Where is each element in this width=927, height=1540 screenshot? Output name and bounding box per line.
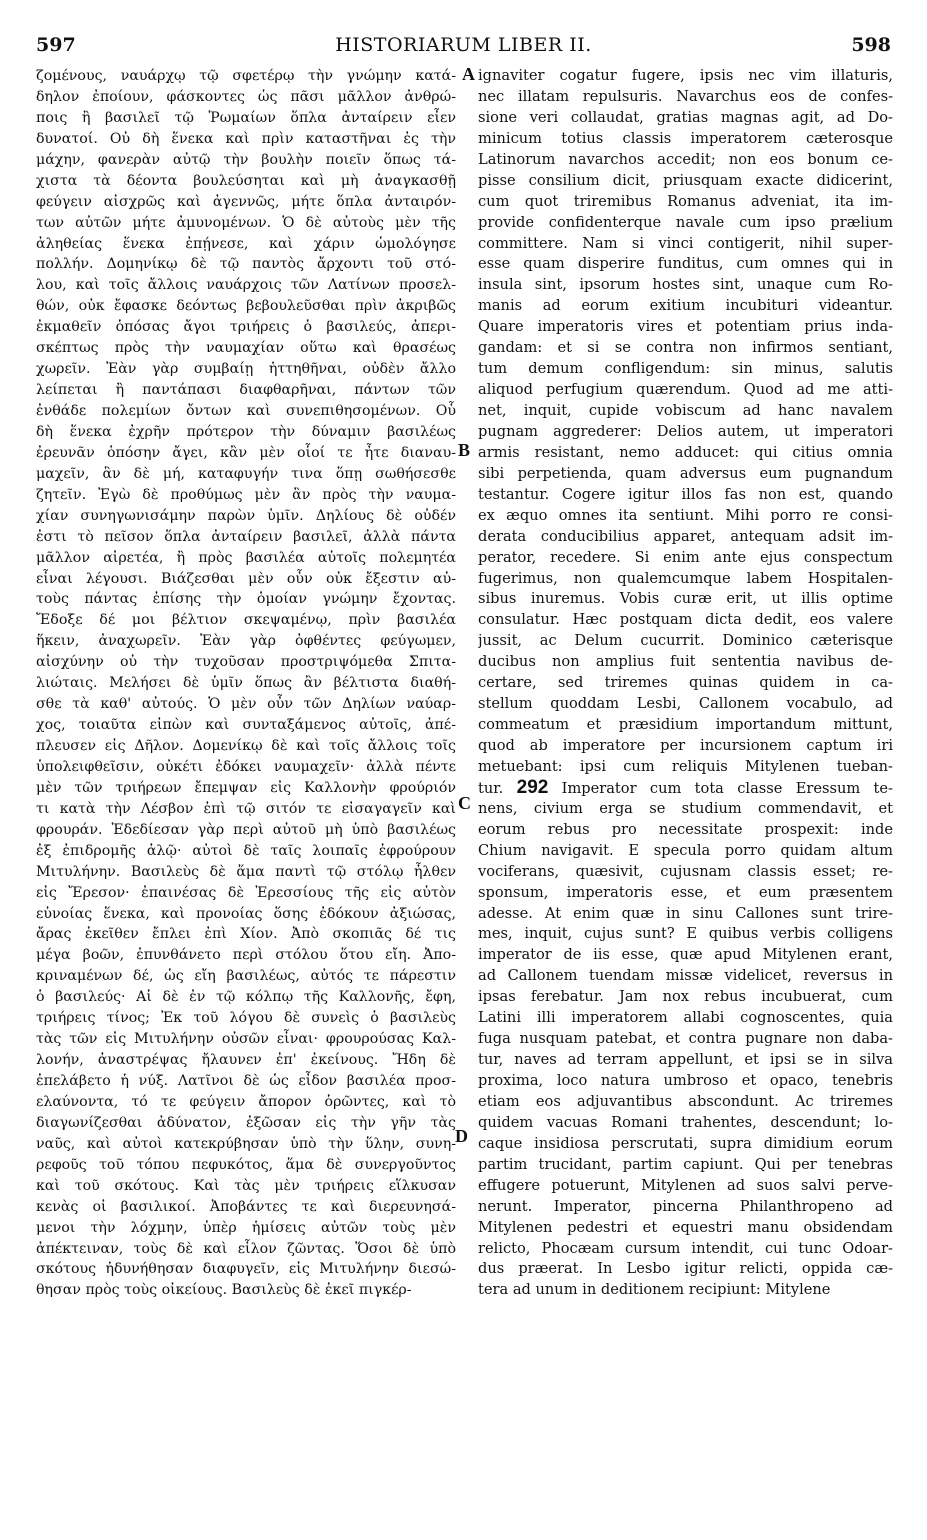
- page-header: [36, 34, 891, 60]
- greek-text-line: ἐστι τὸ πεῖσον ὅπλα ἀνταίρειν βασιλεῖ, ἀλλὰ πάντα: [36, 528, 456, 545]
- latin-text-line: ducibus non amplius fuit sententia navibus de-: [478, 653, 893, 671]
- greek-text-line: εἰς Ἔρεσον· ἐπαινέσας δὲ Ἐρεσσίους τῆς εἰς αὐτὸν: [36, 884, 456, 901]
- latin-text-line: metuebant: ipsi cum reliquis Mitylenen tueban-: [478, 757, 893, 775]
- latin-text-line: fuga nusquam patebat, et contra pugnare non daba-: [478, 1030, 893, 1048]
- latin-text-line: nerunt. Imperator, pincerna Philanthropeno ad: [478, 1197, 893, 1215]
- latin-text-line: Chium navigavit. E specula porro quidam altum: [478, 841, 893, 859]
- latin-text-line: tur, naves ad terram appellunt, et ipsi se in silva: [478, 1051, 893, 1069]
- greek-text-line: ἥκειν, ἀναχωρεῖν. Ἐὰν γὰρ ὀφθέντες φεύγωμεν,: [36, 633, 456, 650]
- greek-text-line: Ἔδοξε δέ μοι βέλτιον σκεψαμένῳ, πρὶν βασιλέα: [36, 612, 456, 629]
- latin-text-line: adesse. At enim quæ in sinu Callones sunt trire-: [478, 904, 893, 922]
- latin-text-line: dus præerat. In Lesbo igitur relicti, oppida cæ-: [478, 1260, 893, 1278]
- greek-text-line: μενοι τὴν λόχμην, ὑπὲρ ἡμίσεις αὐτῶν τοὺς μὲν: [36, 1219, 456, 1236]
- latin-text-line: etiam eos adjuvantibus abscondunt. Ac triremes: [478, 1092, 893, 1110]
- greek-text-line: φρουράν. Ἐδεδίεσαν γὰρ περὶ αὐτοῦ μὴ ὑπὸ βασιλέως: [36, 821, 456, 838]
- latin-text-line: provide confidenterque navale cum ipso prælium: [478, 213, 893, 231]
- latin-text-line: commeatum et præsidium importandum mittunt,: [478, 716, 893, 734]
- latin-text-line: testantur. Cogere igitur illos fas non est, quando: [478, 485, 893, 503]
- greek-text-line: ποις ἢ βασιλεῖ τῷ Ῥωμαίων ὅπλα ἀνταίρειν εἶεν: [36, 109, 456, 126]
- greek-text-line: ἐνθάδε πολεμίων ὄντων καὶ συνεπιθησομένων. Οὗ: [36, 403, 456, 419]
- greek-text-line: καὶ τοῦ σκότους. Καὶ τὰς μὲν τριήρεις εἵλκυσαν: [36, 1177, 456, 1194]
- latin-text-line: ipsas ferebatur. Jam nox rebus incubuerat, cum: [478, 988, 893, 1006]
- greek-text-line: λείπεται ἢ παντάπασι διαφθαρῆναι, πάντων τῶν: [36, 382, 456, 399]
- latin-text-line: pisse consilium dicit, priusquam exacte didicerint,: [478, 171, 893, 189]
- greek-text-line: εὐνοίας ἕνεκα, καὶ προνοίας ὅσης ἐδόκουν ἀξιώσας,: [36, 905, 456, 922]
- latin-text-line: fugerimus, non qualemcumque labem Hospitalen-: [478, 569, 893, 587]
- greek-text-line: ζητεῖν. Ἐγὼ δὲ προθύμως μὲν ἂν πρὸς τὴν ναυμα-: [36, 486, 456, 503]
- latin-text-line: tum demum confligendum: sin minus, salutis: [478, 360, 893, 378]
- latin-text-line: gandam: et si se contra non infirmos sentiant,: [478, 339, 893, 357]
- latin-text-line: quidem vacuas Romani trahentes, descendunt; lo-: [478, 1113, 893, 1131]
- latin-text-line: jussit, ac Delum cucurrit. Dominico cæterisque: [478, 632, 893, 650]
- greek-text-line: ἐρευνᾶν ὁπόσην ἄγει, κἂν μὲν οἷοί τε ἦτε διαναυ-: [36, 444, 456, 461]
- section-marker-c: C: [458, 793, 471, 813]
- greek-text-line: μαχεῖν, ἂν δὲ μή, καταφυγήν τινα ὅπῃ σωθήσεσθε: [36, 465, 456, 482]
- latin-text-line: net, inquit, cupide vobiscum ad hanc navalem: [478, 402, 893, 419]
- greek-text-line: θών, οὐκ ἔφασκε δεόντως βεβουλεῦσθαι πρὶν ἀκριβῶς: [36, 298, 456, 315]
- greek-text-line: ἀληθείας ἕνεκα ἐπῄνεσε, καὶ χάριν ὡμολόγησε: [36, 235, 456, 252]
- greek-text-line: μᾶλλον αἱρετέα, ἢ πρὸς βασιλέα αὐτοῖς πολεμητέα: [36, 549, 456, 566]
- greek-text-line: ελαύνοντα, τό τε φεύγειν ἄπορον ὁρῶντες, καὶ τὸ: [36, 1093, 456, 1110]
- greek-text-line: λιώταις. Μελήσει δὲ ὑμῖν ὅπως ἂν βέλτιστα διαθή-: [36, 675, 456, 692]
- greek-text-line: ζομένους, ναυάρχῳ τῷ σφετέρῳ τὴν γνώμην κατά-: [36, 68, 456, 84]
- latin-text-line: sponsum, imperatoris esse, et eum præsentem: [478, 883, 893, 901]
- greek-text-line: ναῦς, καὶ αὐτοὶ κατεκρύβησαν ὑπὸ τὴν ὕλην, συνη-: [36, 1135, 456, 1152]
- greek-text-line: σκότους ἠδυνήθησαν διαφυγεῖν, εἰς Μιτυλήνην διεσώ-: [36, 1261, 456, 1278]
- greek-text-line: ἐκμαθεῖν ὁπόσας ἄγοι τριήρεις ὁ βασιλεύς, ἀπερι-: [36, 319, 456, 336]
- latin-text-line: effugere potuerunt, Mitylenen ad suos salvi perve-: [478, 1176, 893, 1194]
- latin-text-line: perator, recedere. Si enim ante ejus conspectum: [478, 548, 893, 566]
- greek-text-line: ἄρας ἐκεῖθεν ἔπλει ἐπὶ Χίον. Ἀπὸ σκοπιᾶς δέ τις: [36, 926, 456, 943]
- greek-text-line: δυνατοί. Οὐ δὴ ἕνεκα καὶ πρὶν καταστῆναι ἐς τὴν: [36, 130, 456, 147]
- greek-text-line: φεύγειν αἰσχρῶς καὶ ἀγεννῶς, μήτε ὅπλα ἀνταιρόν-: [36, 193, 456, 210]
- latin-text-line: imperator de iis esse, quæ apud Mitylenen erant,: [478, 946, 893, 964]
- latin-text-line: minicum totius classis imperatorem cæterosque: [478, 129, 893, 147]
- latin-text-line: insula sint, ipsorum hostes sint, unaque cum Ro-: [478, 276, 893, 294]
- greek-text-line: χος, τοιαῦτα εἰπὼν καὶ συνταξάμενος αὐτοῖς, ἀπέ-: [36, 717, 456, 734]
- greek-text-line: των αὐτῶν μήτε ἀμυνομένων. Ὁ δὲ αὐτοὺς μὲν τῆς: [36, 214, 456, 231]
- latin-text-line: armis resistant, nemo adducet: qui citius omnia: [478, 443, 893, 461]
- greek-text-line: χωρεῖν. Ἐὰν γὰρ συμβαίῃ ἡττηθῆναι, οὐδὲν ἄλλο: [36, 361, 456, 378]
- section-marker-b: B: [458, 440, 471, 460]
- latin-text-line: pugnam aggrederer: Delios autem, ut imperatori: [478, 422, 893, 440]
- latin-text-line: quod ab imperatore per incursionem captum iri: [478, 737, 893, 754]
- greek-text-line: κενὰς οἱ βασιλικοί. Ἀποβάντες τε καὶ διερευνησά-: [36, 1198, 456, 1215]
- greek-text-line: κριναμένων δέ, ὡς εἴη βασιλέως, αὐτός τε πάρεστιν: [36, 968, 456, 985]
- greek-text-line: σκέπτως πρὸς τὴν ναυμαχίαν οὕτω καὶ θρασέως: [36, 340, 456, 357]
- page-number-left: 597: [36, 34, 76, 56]
- latin-text-line: Latini illi imperatorem allabi cognoscentes, quia: [478, 1009, 893, 1027]
- greek-text-line: χιστα τὰ δέοντα βουλεύσηται καὶ μὴ ἀναγκασθῇ: [36, 172, 456, 189]
- section-marker-d: D: [455, 1126, 468, 1146]
- latin-text-line: sione veri collaudat, gratias magnas agit, ad Do-: [478, 108, 893, 126]
- latin-text-line: Latinorum navarchos accedit; non eos bonum ce-: [478, 150, 893, 168]
- greek-text-line: πλευσεν εἰς Δῆλον. Δομενίκῳ δὲ καὶ τοῖς ἄλλοις τοῖς: [36, 738, 456, 754]
- latin-text-line: sibi perpetienda, quam adversus eum pugnandum: [478, 464, 893, 482]
- latin-text-line: consulatur. Hæc postquam dicta dedit, eos valere: [478, 611, 893, 629]
- greek-text-column: [36, 66, 456, 1301]
- latin-text-line: ex æquo omnes ita sentiunt. Mihi porro re consi-: [478, 506, 893, 524]
- latin-text-line: nens, civium erga se studium commendavit, et: [478, 799, 893, 817]
- latin-text-line: nec illatam repulsuris. Navarchus eos de confes-: [478, 87, 893, 105]
- greek-text-line: λονήν, ἀναστρέψας ἤλαυνεν ἐπ' ἐκείνους. Ἤδη δὲ: [36, 1052, 456, 1069]
- greek-text-line: δηλον ἐποίουν, φάσκοντες ὡς πᾶσι μᾶλλον ἀνθρώ-: [36, 88, 456, 105]
- greek-text-line: σθε τὰ καθ' αὐτούς. Ὁ μὲν οὖν τῶν Δηλίων ναύαρ-: [36, 696, 456, 713]
- latin-text-line: committere. Nam si vinci contigerit, nihil super-: [478, 234, 893, 252]
- latin-text-line: Quare imperatoris vires et potentiam prius inda-: [478, 318, 893, 336]
- greek-text-line: μὲν τῶν τριήρεων ἔπεμψαν εἰς Καλλονὴν φρούριόν: [36, 779, 456, 796]
- latin-text-line: sibus inuremus. Vobis curæ erit, ut illis optime: [478, 590, 893, 608]
- latin-text-line: certare, sed triremes quinas quidem in ca-: [478, 674, 893, 692]
- greek-text-line: ἐπελάβετο ἡ νύξ. Λατῖνοι δὲ ὡς εἶδον βασιλέα προσ-: [36, 1073, 456, 1089]
- latin-text-line: partim trucidant, partim capiunt. Qui per tenebras: [478, 1155, 893, 1173]
- latin-text-line: cum quot triremibus Romanus adveniat, ita im-: [478, 192, 893, 210]
- greek-text-line: ἐξ ἐπιδρομῆς ἁλῷ· αὐτοὶ δὲ ταῖς λοιπαῖς ἐφρούρουν: [36, 842, 456, 859]
- running-title: HISTORIARUM LIBER II.: [335, 34, 592, 56]
- greek-text-line: ὁ βασιλεύς· Αἱ δὲ ἐν τῷ κόλπῳ τῆς Καλλονῆς, ἔφη,: [36, 989, 456, 1006]
- latin-text-column: [478, 66, 893, 1301]
- latin-text-line: manis ad eorum exitium incubituri videantur.: [478, 297, 893, 315]
- greek-text-line: τὰς τῶν εἰς Μιτυλήνην οὐσῶν εἶναι· φρουρούσας Καλ-: [36, 1031, 456, 1048]
- greek-text-line: ἀπέκτειναν, τοὺς δὲ καὶ εἷλον ζῶντας. Ὅσοι δὲ ὑπὸ: [36, 1240, 456, 1257]
- latin-text-line: Mitylenen pedestri et equestri manu obsidendam: [478, 1218, 893, 1236]
- latin-text-line: mes, inquit, cujus sunt? E quibus verbis colligens: [478, 925, 893, 943]
- greek-text-line: αἰσχύνην οὐ τὴν τυχοῦσαν προστριψόμεθα Σπιτα-: [36, 654, 456, 671]
- greek-text-line: τοὺς πάντας ἐπίσης τὴν ὁμοίαν γνώμην ἔχοντας.: [36, 591, 456, 608]
- latin-text-line: vociferans, quæsivit, cujusnam classis esset; re-: [478, 862, 893, 880]
- greek-text-line: μέγα βοῶν, ἐπυνθάνετο περὶ στόλου ὅτου εἴη. Ἀπο-: [36, 947, 456, 964]
- greek-text-line: λου, καὶ τοῖς ἄλλοις ναυάρχοις τῶν Λατίνων προσελ-: [36, 277, 456, 294]
- latin-text-line: eorum rebus pro necessitate prospexit: inde: [478, 820, 893, 838]
- greek-text-line: εἶναι λέγουσι. Βιάζεσθαι μὲν οὖν οὐκ ἔξεστιν αὐ-: [36, 570, 456, 587]
- latin-text-line: proxima, loco natura umbroso et opaco, tenebris: [478, 1072, 893, 1089]
- greek-text-line: ὑπολειφθεῖσιν, οὐκέτι ἐδόκει ναυμαχεῖν· ἀλλὰ πέντε: [36, 758, 456, 775]
- greek-text-line: πολλήν. Δομηνίκῳ δὲ τῷ παντὸς ἄρχοντι τοῦ στό-: [36, 256, 456, 273]
- greek-text-line: ρεφοῦς τοῦ τόπου πεφυκότος, ἅμα δὲ συνεργοῦντος: [36, 1156, 456, 1173]
- latin-text-line: esse quam disperire funditus, cum omnes qui in: [478, 255, 893, 273]
- latin-text-line: derata conducibilius apparet, antequam adsit im-: [478, 527, 893, 545]
- latin-text-line: aliquod perfugium quærendum. Quod ad me atti-: [478, 381, 893, 399]
- greek-text-line: τι κατὰ τὴν Λέσβον ἐπὶ τῷ σιτόν τε εἰσαγαγεῖν καὶ: [36, 800, 456, 817]
- greek-text-line: διαγωνίζεσθαι ἀδύνατον, ἐξῶσαν εἰς τὴν γῆν τὰς: [36, 1114, 456, 1131]
- latin-text-line: tera ad unum in deditionem recipiunt: Mitylene: [478, 1281, 831, 1299]
- chapter-number: 292: [516, 777, 549, 798]
- greek-text-line: δὴ ἕνεκα ἐχρῆν πρότερον τὴν δύναμιν βασιλέως: [36, 423, 456, 440]
- greek-text-line: χίαν συνηγωνισάμην παρὼν ὑμῖν. Δηλίους δὲ οὐδέν: [36, 507, 456, 524]
- greek-text-line: θησαν πρὸς τοὺς οἰκείους. Βασιλεὺς δὲ ἐκεῖ πιγκέρ-: [36, 1282, 412, 1299]
- page-number-right: 598: [851, 34, 891, 56]
- latin-text-line: caque insidiosa perscrutati, supra dimidium eorum: [478, 1134, 893, 1152]
- latin-text-line: ad Callonem tuendam missæ videlicet, reversus in: [478, 967, 893, 985]
- latin-text-line: stellum quoddam Lesbi, Callonem vocabulo, ad: [478, 695, 893, 713]
- latin-text-line: tur. 292 Imperator cum tota classe Eressum te-: [478, 777, 893, 798]
- latin-text-line: relicto, Phocæam cursum intendit, cui tunc Odoar-: [478, 1239, 893, 1257]
- latin-text-line: ignaviter cogatur fugere, ipsis nec vim illaturis,: [478, 67, 893, 84]
- greek-text-line: Μιτυλήνην. Βασιλεὺς δὲ ἅμα παντὶ τῷ στόλῳ ἦλθεν: [36, 863, 456, 880]
- greek-text-line: τριήρεις τίνος; Ἐκ τοῦ λόγου δὲ συνεὶς ὁ βασιλεὺς: [36, 1010, 456, 1027]
- section-marker-a: A: [462, 64, 475, 84]
- greek-text-line: μάχην, φανερὰν αὐτῷ τὴν βουλὴν ποιεῖν ὅπως τά-: [36, 151, 456, 168]
